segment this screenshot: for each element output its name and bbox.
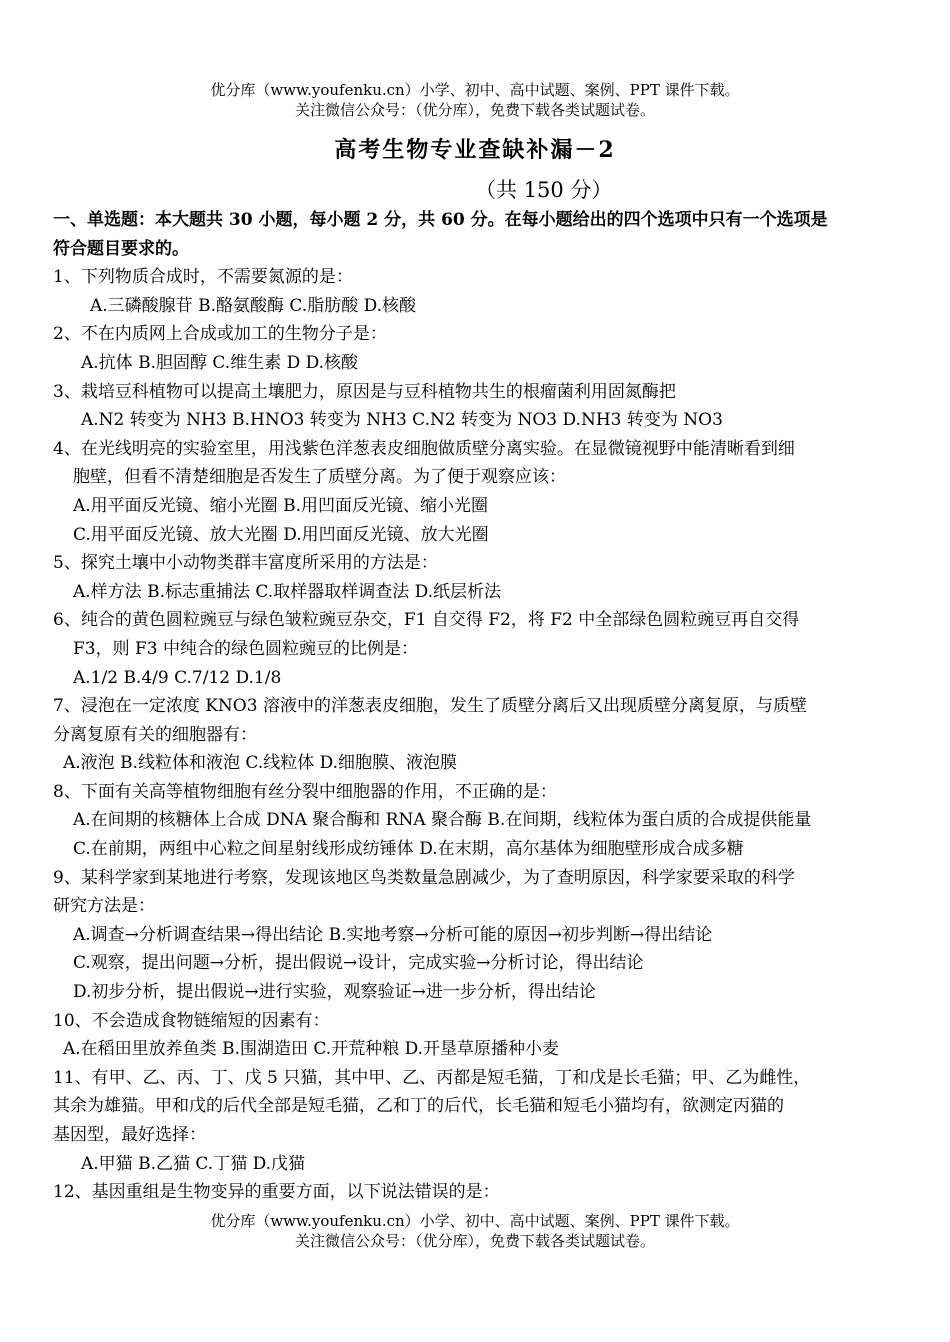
footer-line-1: 优分库（www.youfenku.cn）小学、初中、高中试题、案例、PPT 课件下载。 — [210, 1212, 740, 1230]
question-9-options-3: D.初步分析，提出假说→进行实验，观察验证→进一步分析，得出结论 — [73, 982, 596, 1003]
footer-line-2: 关注微信公众号：（优分库），免费下载各类试题试卷。 — [294, 1232, 655, 1250]
question-4: 4、在光线明亮的实验室里，用浅紫色洋葱表皮细胞做质壁分离实验。在显微镜视野中能清晰看到细 — [53, 438, 795, 459]
question-10-options: A.在稻田里放养鱼类 B.围湖造田 C.开荒种粮 D.开垦草原播种小麦 — [63, 1039, 560, 1060]
question-5: 5、探究土壤中小动物类群丰富度所采用的方法是： — [53, 553, 438, 574]
question-9: 9、某科学家到某地进行考察，发现该地区鸟类数量急剧减少，为了查明原因，科学家要采取的科学 — [53, 867, 795, 888]
question-9-options-1: A.调查→分析调查结果→得出结论 B.实地考察→分析可能的原因→初步判断→得出结论 — [73, 924, 713, 945]
header-line-1: 优分库（www.youfenku.cn）小学、初中、高中试题、案例、PPT 课件下载。 — [210, 81, 740, 99]
question-6-cont: F3，则 F3 中纯合的绿色圆粒豌豆的比例是： — [73, 638, 419, 659]
question-7-options: A.液泡 B.线粒体和液泡 C.线粒体 D.细胞膜、液泡膜 — [63, 753, 458, 774]
question-1-options: A.三磷酸腺苷 B.酪氨酸酶 C.脂肪酸 D.核酸 — [90, 295, 417, 316]
header — [0, 80, 950, 120]
question-9-cont: 研究方法是： — [53, 896, 155, 917]
section-heading: 一、单选题：本大题共 30 小题，每小题 2 分，共 60 分。在每小题给出的四个选项中只有一个选项是 — [53, 210, 828, 230]
question-2-options: A.抗体 B.胆固醇 C.维生素 D D.核酸 — [81, 352, 359, 373]
section-heading-cont: 符合题目要求的。 — [53, 238, 189, 259]
question-7-cont: 分离复原有关的细胞器有： — [53, 724, 257, 745]
question-11-cont-2: 基因型，最好选择： — [53, 1125, 206, 1145]
question-6: 6、纯合的黄色圆粒豌豆与绿色皱粒豌豆杂交，F1 自交得 F2，将 F2 中全部绿色圆粒豌豆再自交得 — [53, 610, 800, 631]
question-4-options-1: A.用平面反光镜、缩小光圈 B.用凹面反光镜、缩小光圈 — [73, 495, 488, 516]
footer — [0, 1211, 950, 1251]
question-11-options: A.甲猫 B.乙猫 C.丁猫 D.戊猫 — [81, 1153, 306, 1174]
page-title: 高考生物专业查缺补漏－2 — [334, 137, 616, 163]
question-12: 12、基因重组是生物变异的重要方面，以下说法错误的是： — [53, 1182, 500, 1203]
total-score: （共 150 分） — [475, 178, 613, 202]
question-11: 11、有甲、乙、丙、丁、戊 5 只猫，其中甲、乙、丙都是短毛猫，丁和戊是长毛猫；甲、乙为雌性， — [53, 1067, 811, 1088]
question-3: 3、栽培豆科植物可以提高土壤肥力，原因是与豆科植物共生的根瘤菌利用固氮酶把 — [53, 381, 676, 402]
question-body — [53, 206, 903, 1207]
question-8: 8、下面有关高等植物细胞有丝分裂中细胞器的作用，不正确的是： — [53, 781, 557, 802]
question-10: 10、不会造成食物链缩短的因素有： — [53, 1010, 330, 1031]
question-2: 2、不在内质网上合成或加工的生物分子是： — [53, 324, 387, 345]
question-9-options-2: C.观察，提出问题→分析，提出假说→设计，完成实验→分析讨论，得出结论 — [73, 953, 644, 974]
question-1: 1、下列物质合成时，不需要氮源的是： — [53, 267, 353, 288]
question-4-options-2: C.用平面反光镜、放大光圈 D.用凹面反光镜、放大光圈 — [73, 524, 489, 545]
question-11-cont-1: 其余为雄猫。甲和戊的后代全部是短毛猫，乙和丁的后代，长毛猫和短毛小猫均有，欲测定丙猫的 — [53, 1096, 784, 1117]
question-6-options: A.1/2 B.4/9 C.7/12 D.1/8 — [73, 667, 282, 688]
question-7: 7、浸泡在一定浓度 KNO3 溶液中的洋葱表皮细胞，发生了质壁分离后又出现质壁分离复原，与质壁 — [53, 696, 807, 717]
question-8-options-1: A.在间期的核糖体上合成 DNA 聚合酶和 RNA 聚合酶 B.在间期，线粒体为蛋白质的合成提供能量 — [73, 810, 812, 831]
question-4-cont: 胞壁，但看不清楚细胞是否发生了质壁分离。为了便于观察应该： — [73, 467, 566, 488]
header-line-2: 关注微信公众号：（优分库），免费下载各类试题试卷。 — [294, 101, 655, 119]
question-5-options: A.样方法 B.标志重捕法 C.取样器取样调查法 D.纸层析法 — [73, 581, 502, 602]
question-3-options: A.N2 转变为 NH3 B.HNO3 转变为 NH3 C.N2 转变为 NO3 D.NH3 转变为 NO3 — [81, 410, 723, 431]
question-8-options-2: C.在前期，两组中心粒之间星射线形成纺锤体 D.在末期，高尔基体为细胞壁形成合成多糖 — [73, 839, 744, 860]
